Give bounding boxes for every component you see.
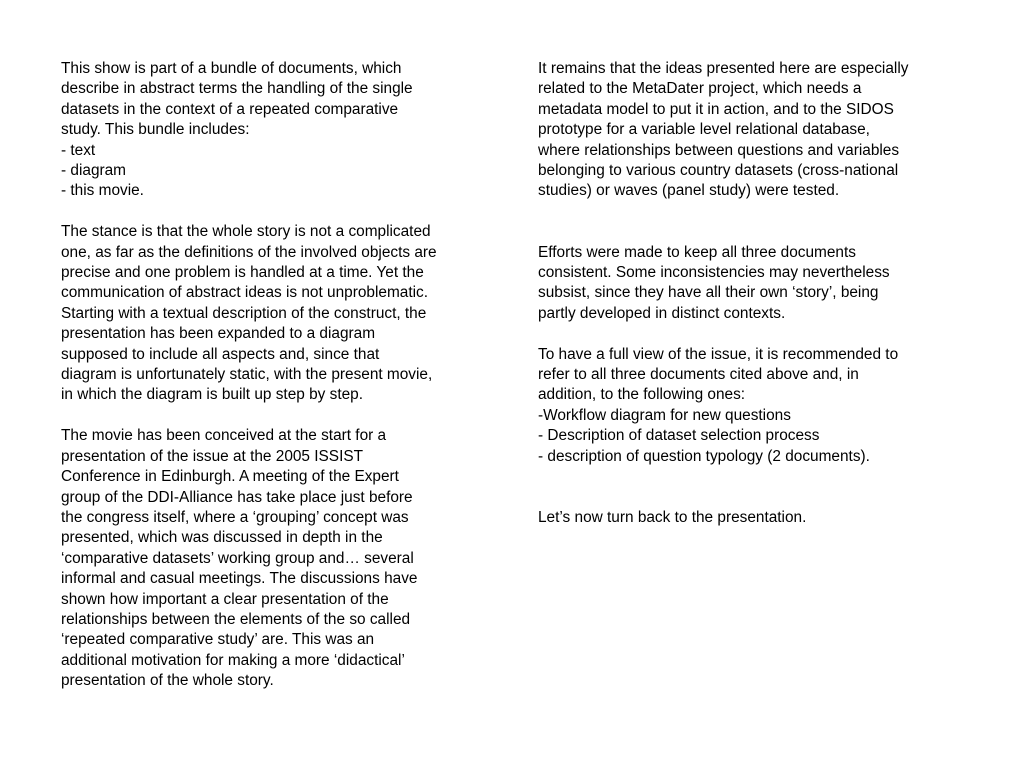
- text-line: supposed to include all aspects and, since that: [61, 345, 380, 363]
- text-line: To have a full view of the issue, it is recommended to: [538, 345, 899, 363]
- text-line: presentation of the whole story.: [61, 672, 274, 690]
- text-line: ‘comparative datasets’ working group and… several: [61, 549, 414, 567]
- text-line: ‘repeated comparative study’ are. This was an: [61, 631, 375, 649]
- text-line: additional motivation for making a more ‘didactical’: [61, 651, 405, 669]
- text-line: Efforts were made to keep all three documents: [538, 243, 856, 261]
- text-line: datasets in the context of a repeated comparative: [61, 100, 399, 118]
- text-line: belonging to various country datasets (cross-national: [538, 162, 899, 180]
- paragraph-spacer: [538, 467, 963, 508]
- text-line: where relationships between questions and variables: [538, 141, 900, 159]
- text-line: in which the diagram is built up step by step.: [61, 386, 363, 404]
- metadater-paragraph: [538, 59, 963, 202]
- text-line: presentation of the issue at the 2005 ISSIST: [61, 447, 364, 465]
- text-line: communication of abstract ideas is not unproblematic.: [61, 284, 428, 302]
- list-item: - diagram: [61, 162, 127, 180]
- full-view-paragraph: [538, 345, 963, 467]
- right-column: [538, 59, 963, 528]
- paragraph-spacer: [538, 324, 963, 344]
- list-item: - text: [61, 141, 96, 159]
- text-line: precise and one problem is handled at a time. Yet the: [61, 264, 424, 282]
- text-line: related to the MetaDater project, which needs a: [538, 80, 862, 98]
- text-line: studies) or waves (panel study) were tested.: [538, 182, 840, 200]
- text-line: refer to all three documents cited above and, in: [538, 366, 859, 384]
- text-line: presentation has been expanded to a diagram: [61, 325, 376, 343]
- efforts-paragraph: [538, 243, 963, 325]
- intro-paragraph: [61, 59, 491, 202]
- list-item: -Workflow diagram for new questions: [538, 406, 791, 424]
- text-line: The stance is that the whole story is not a complicated: [61, 223, 431, 241]
- text-line: partly developed in distinct contexts.: [538, 304, 786, 322]
- text-line: one, as far as the definitions of the involved objects are: [61, 243, 437, 261]
- text-line: prototype for a variable level relational database,: [538, 121, 870, 139]
- text-line: subsist, since they have all their own ‘story’, being: [538, 284, 879, 302]
- text-line: presented, which was discussed in depth in the: [61, 529, 383, 547]
- text-line: informal and casual meetings. The discussions have: [61, 570, 418, 588]
- paragraph-spacer: [538, 202, 963, 243]
- text-line: study. This bundle includes:: [61, 121, 250, 139]
- text-line: shown how important a clear presentation of the: [61, 590, 389, 608]
- text-line: consistent. Some inconsistencies may nevertheless: [538, 264, 890, 282]
- text-line: Starting with a textual description of the construct, the: [61, 304, 427, 322]
- text-line: It remains that the ideas presented here are especially: [538, 60, 909, 77]
- text-line: Conference in Edinburgh. A meeting of the Expert: [61, 468, 399, 486]
- text-line: group of the DDI-Alliance has take place just before: [61, 488, 413, 506]
- text-line: addition, to the following ones:: [538, 386, 746, 404]
- list-item: - Description of dataset selection process: [538, 427, 820, 445]
- paragraph-spacer: [61, 202, 491, 222]
- text-line: This show is part of a bundle of documents, which: [61, 60, 402, 77]
- text-line: diagram is unfortunately static, with the present movie,: [61, 366, 433, 384]
- text-line: the congress itself, where a ‘grouping’ concept was: [61, 508, 409, 526]
- closing-paragraph: [538, 508, 963, 528]
- paragraph-spacer: [61, 406, 491, 426]
- list-item: - description of question typology (2 documents).: [538, 447, 870, 465]
- text-line: metadata model to put it in action, and to the SIDOS: [538, 100, 894, 118]
- text-line: relationships between the elements of the so called: [61, 610, 411, 628]
- text-line: The movie has been conceived at the start for a: [61, 427, 387, 445]
- stance-paragraph: [61, 222, 491, 406]
- text-line: describe in abstract terms the handling of the single: [61, 80, 413, 98]
- movie-paragraph: [61, 426, 491, 691]
- left-column: [61, 59, 491, 692]
- text-line: Let’s now turn back to the presentation.: [538, 508, 807, 526]
- list-item: - this movie.: [61, 182, 144, 200]
